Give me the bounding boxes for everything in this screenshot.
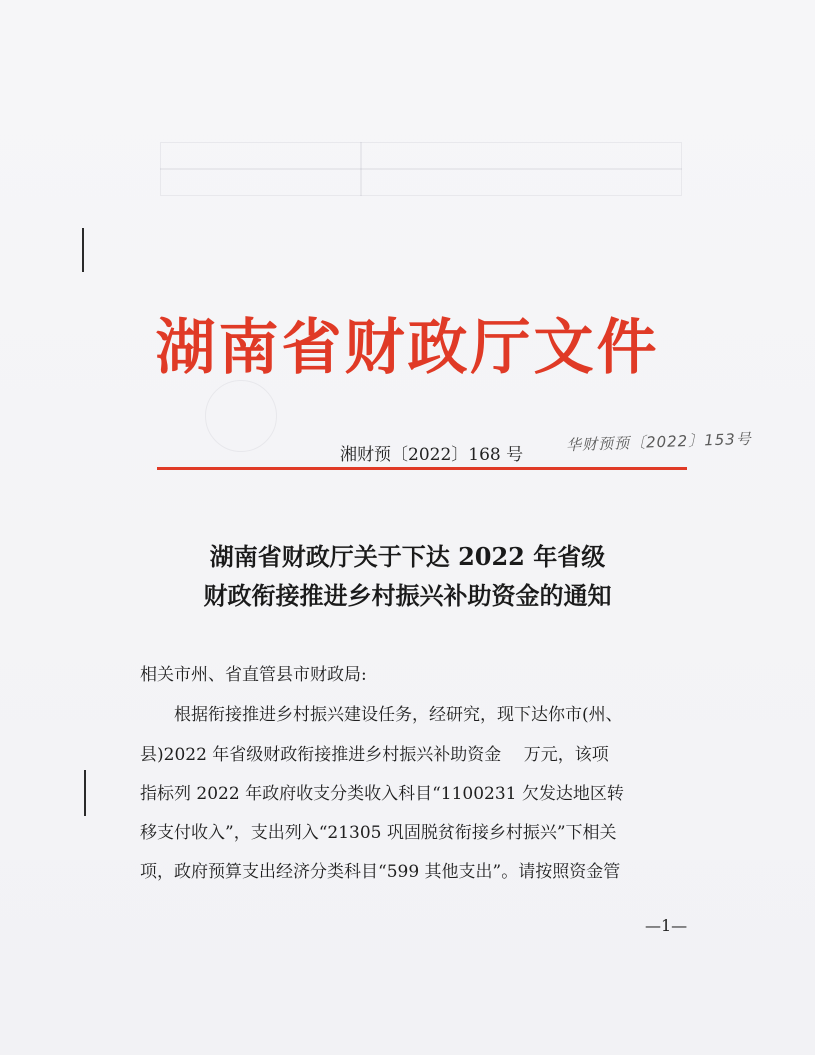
body-line: 根据衔接推进乡村振兴建设任务，经研究，现下达你市(州、 xyxy=(174,705,623,725)
bleed-through-table xyxy=(360,142,362,196)
letterhead-title: 湖南省财政厅文件 xyxy=(155,313,660,383)
page-number: —1— xyxy=(645,916,688,935)
document-title-line-1: 湖南省财政厅关于下达 2022 年省级 xyxy=(209,542,606,571)
bleed-through-seal xyxy=(205,380,277,452)
binding-mark-top xyxy=(82,228,84,272)
document-number: 湘财预〔2022〕168 号 xyxy=(340,445,524,465)
body-line: 指标列 2022 年政府收支分类收入科目“1100231 欠发达地区转 xyxy=(140,784,624,804)
binding-mark-bottom xyxy=(84,770,86,816)
letterhead-divider xyxy=(157,467,687,470)
bleed-through-table xyxy=(160,168,682,170)
document-title-line-2: 财政衔接推进乡村振兴补助资金的通知 xyxy=(203,581,612,610)
body-line: 县)2022 年省级财政衔接推进乡村振兴补助资金 万元，该项 xyxy=(140,745,609,765)
body-line: 移支付收入”，支出列入“21305 巩固脱贫衔接乡村振兴”下相关 xyxy=(140,823,617,843)
handwritten-annotation: 华财预预〔2022〕153号 xyxy=(565,429,753,455)
addressee: 相关市州、省直管县市财政局: xyxy=(140,665,367,685)
body-line: 项，政府预算支出经济分类科目“599 其他支出”。请按照资金管 xyxy=(140,862,621,882)
